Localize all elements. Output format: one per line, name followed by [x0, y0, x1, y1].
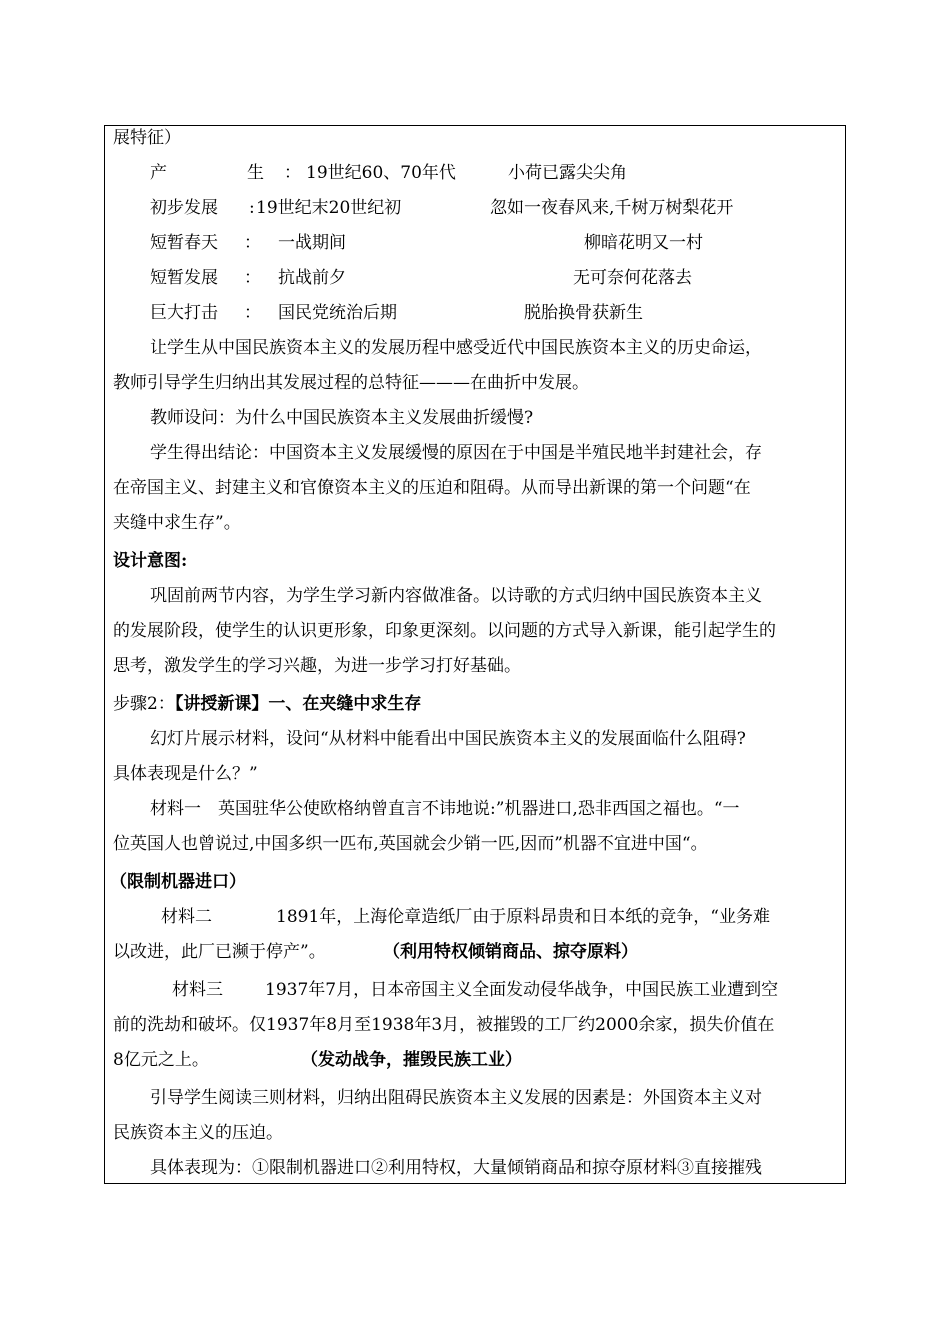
material-label: 材料三 [172, 980, 223, 1000]
stage-poem: 忽如一夜春风来,千树万树梨花开 [490, 198, 734, 218]
stage-name: 巨大打击 [150, 303, 218, 323]
paragraph-line: 教师引导学生归纳出其发展过程的总特征———在曲折中发展。 [113, 373, 589, 393]
stage-name: 短暂春天 [150, 233, 218, 253]
paragraph-line: 引导学生阅读三则材料，归纳出阻碍民族资本主义发展的因素是：外国资本主义对 [150, 1088, 762, 1108]
stage-period: 国民党统治后期 [278, 303, 397, 323]
paragraph-line: 在帝国主义、封建主义和官僚资本主义的压迫和阻碍。从而导出新课的第一个问题“在 [113, 478, 751, 498]
stage-sep: ： [244, 233, 261, 253]
step-title: 【讲授新课】一、在夹缝中求生存 [174, 694, 422, 714]
step-prefix: 步骤2： [113, 694, 175, 714]
paragraph-line: 具体表现为：①限制机器进口②利用特权，大量倾销商品和掠夺原材料③直接摧残 [150, 1158, 762, 1178]
paragraph-line: 具体表现是什么？” [113, 764, 258, 784]
stage-period: 19世纪60、70年代 [306, 163, 456, 183]
paragraph-line: 思考，激发学生的学习兴趣，为进一步学习打好基础。 [113, 656, 521, 676]
text-line: 展特征） [113, 128, 181, 148]
material-line: 材料一 英国驻华公使欧格纳曾直言不讳地说:”机器进口,恐非西国之福也。“一 [150, 799, 740, 819]
stage-name: 产 [150, 163, 167, 183]
paragraph-line: 民族资本主义的压迫。 [113, 1123, 283, 1143]
stage-poem: 无可奈何花落去 [573, 268, 692, 288]
stage-period: 抗战前夕 [278, 268, 346, 288]
paragraph-line: 让学生从中国民族资本主义的发展历程中感受近代中国民族资本主义的历史命运， [150, 338, 762, 358]
stage-period: 一战期间 [278, 233, 346, 253]
step-heading [113, 692, 421, 716]
paragraph-line: 教师设问：为什么中国民族资本主义发展曲折缓慢? [150, 408, 534, 428]
stage-name-2: 生 [247, 163, 264, 183]
material-line: 以改进，此厂已濒于停产”。 [113, 942, 326, 962]
stage-poem: 脱胎换骨获新生 [524, 303, 643, 323]
paragraph-line: 巩固前两节内容，为学生学习新内容做准备。以诗歌的方式归纳中国民族资本主义 [150, 586, 762, 606]
material-label: 材料二 [161, 907, 212, 927]
material-line: 8亿元之上。 [113, 1050, 209, 1070]
material-line: 位英国人也曾说过,中国多织一匹布,英国就会少销一匹,因而”机器不宜进中国“。 [113, 834, 708, 854]
stage-sep: ： [244, 303, 261, 323]
paragraph-line: 夹缝中求生存”。 [113, 513, 241, 533]
material-line: 前的洗劫和破坏。仅1937年8月至1938年3月，被摧毁的工厂约2000余家，损失价值在 [113, 1015, 775, 1035]
section-heading: 设计意图: [113, 551, 188, 571]
material-note: （发动战争，摧毁民族工业） [301, 1050, 522, 1070]
stage-period: 19世纪末20世纪初 [256, 198, 402, 218]
material-note: （限制机器进口） [110, 872, 246, 892]
stage-name: 短暂发展 [150, 268, 218, 288]
paragraph-line: 学生得出结论：中国资本主义发展缓慢的原因在于中国是半殖民地半封建社会，存 [150, 443, 762, 463]
stage-poem: 柳暗花明又一村 [584, 233, 703, 253]
stage-sep: : [249, 198, 255, 218]
stage-name: 初步发展 [150, 198, 218, 218]
paragraph-line: 的发展阶段，使学生的认识更形象，印象更深刻。以问题的方式导入新课，能引起学生的 [113, 621, 776, 641]
paragraph-line: 幻灯片展示材料，设问“从材料中能看出中国民族资本主义的发展面临什么阻碍? [150, 729, 746, 749]
material-note: （利用特权倾销商品、掠夺原料） [383, 942, 638, 962]
stage-poem: 小荷已露尖尖角 [508, 163, 627, 183]
material-line: 1891年，上海伦章造纸厂由于原料昂贵和日本纸的竞争，“业务难 [276, 907, 770, 927]
stage-sep: ： [284, 163, 301, 183]
material-line: 1937年7月，日本帝国主义全面发动侵华战争，中国民族工业遭到空 [265, 980, 779, 1000]
stage-sep: ： [244, 268, 261, 288]
